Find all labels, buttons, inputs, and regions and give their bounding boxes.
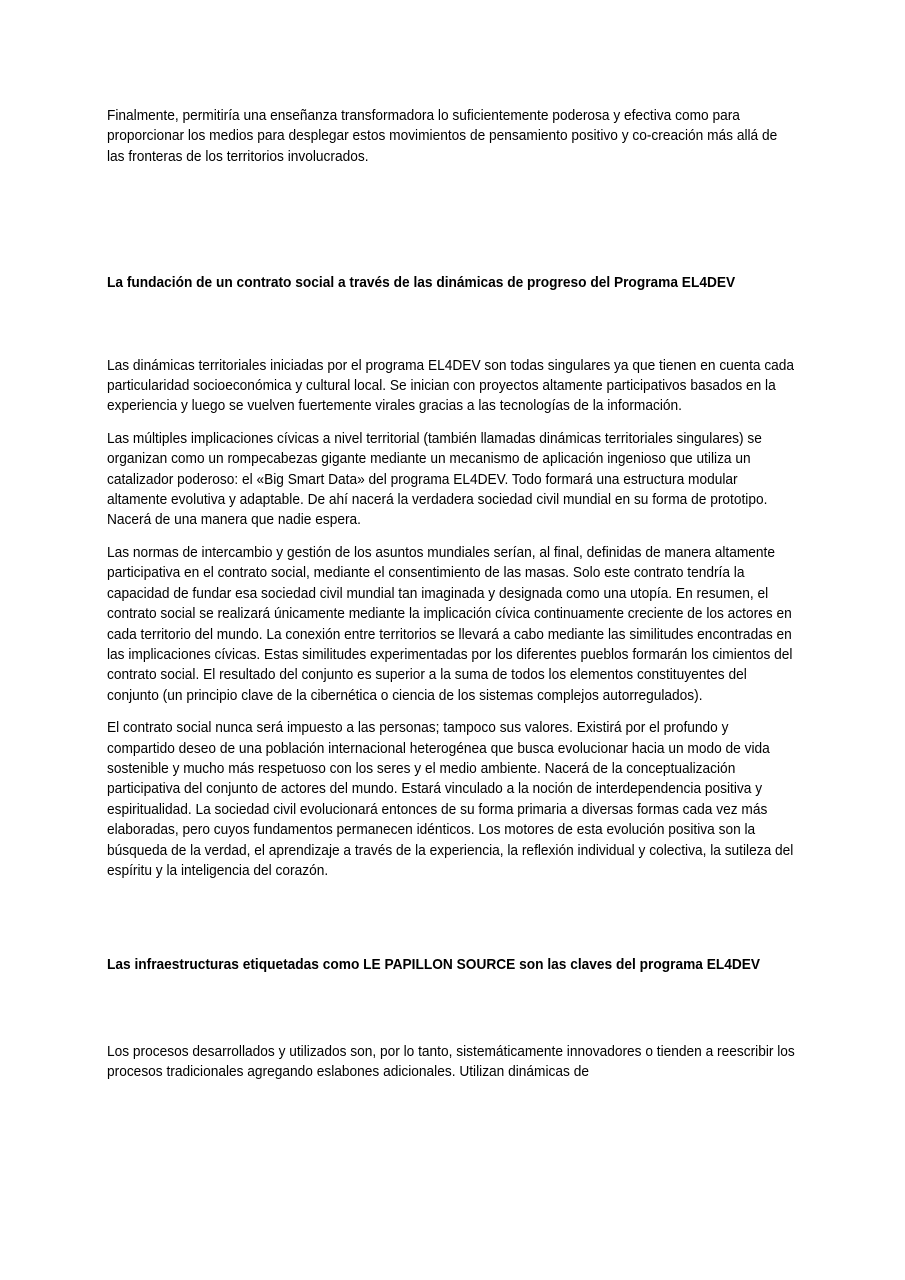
section-1-paragraph-1: Las dinámicas territoriales iniciadas por el programa EL4DEV son todas singulares ya que tienen en cuenta cada particularidad socioeconómica y cultural local. Se inician con proyectos altamente participativos basados en la experiencia y luego se vuelven fuertemente virales gracias a las tecnologías de la información. [107, 357, 795, 415]
section-heading-1: La fundación de un contrato social a través de las dinámicas de progreso del Programa EL4DEV [107, 275, 736, 292]
section-2-paragraph-1: Los procesos desarrollados y utilizados son, por lo tanto, sistemáticamente innovadores o tienden a reescribir los procesos tradicionales agregando eslabones adicionales. Utilizan dinámicas de [107, 1043, 795, 1081]
spacer-before-heading-2 [107, 893, 797, 955]
document-text-column [107, 106, 797, 1083]
section-1-paragraph-3: Las normas de intercambio y gestión de los asuntos mundiales serían, al final, definidas de manera altamente participativa en el contrato social, mediante el consentimiento de las masas. Solo este contrato tendría la capacidad de fundar esa sociedad civil mundial tan imaginada y designada como una utopía. En resumen, el contrato social se realizará únicamente mediante la implicación cívica continuamente creciente de los actores en cada territorio del mundo. La conexión entre territorios se llevará a cabo mediante las similitudes encontradas en las implicaciones cívicas. Estas similitudes experimentadas por los diferentes pueblos formarán los cimientos del contrato social. El resultado del conjunto es superior a la suma de todos los elementos constituyentes del conjunto (un principio clave de la cibernética o ciencia de los sistemas complejos autorregulados). [107, 544, 793, 704]
section-1-paragraph-4: El contrato social nunca será impuesto a las personas; tampoco sus valores. Existirá por el profundo y compartido deseo de una población internacional heterogénea que busca evolucionar hacia un modo de vida sostenible y mucho más respetuoso con los seres y el medio ambiente. Nacerá de la conceptualización participativa del conjunto de actores del mundo. Estará vinculado a la noción de interdependencia positiva y espiritualidad. La sociedad civil evolucionará entonces de su forma primaria a diversas formas cada vez más elaboradas, pero cuyos fundamentos permanecen idénticos. Los motores de esta evolución positiva son la búsqueda de la verdad, el aprendizaje a través de la experiencia, la reflexión individual y colectiva, la sutileza del espíritu y la inteligencia del corazón. [107, 720, 794, 879]
intro-paragraph: Finalmente, permitiría una enseñanza transformadora lo suficientemente poderosa y efectiva como para proporcionar los medios para desplegar estos movimientos de pensamiento positivo y co-creación más allá de las fronteras de los territorios involucrados. [107, 108, 778, 165]
spacer-after-heading-2 [107, 976, 797, 1042]
section-heading-2: Las infraestructuras etiquetadas como LE PAPILLON SOURCE son las claves del programa EL4DEV [107, 957, 761, 974]
spacer-after-heading-1 [107, 294, 797, 356]
spacer-before-heading-1 [107, 179, 797, 273]
section-1-paragraph-2: Las múltiples implicaciones cívicas a nivel territorial (también llamadas dinámicas territoriales singulares) se organizan como un rompecabezas gigante mediante un mecanismo de aplicación ingenioso que utiliza un catalizador poderoso: el «Big Smart Data» del programa EL4DEV. Todo formará una estructura modular altamente evolutiva y adaptable. De ahí nacerá la verdadera sociedad civil mundial en su forma de prototipo. Nacerá de una manera que nadie espera. [107, 430, 768, 529]
